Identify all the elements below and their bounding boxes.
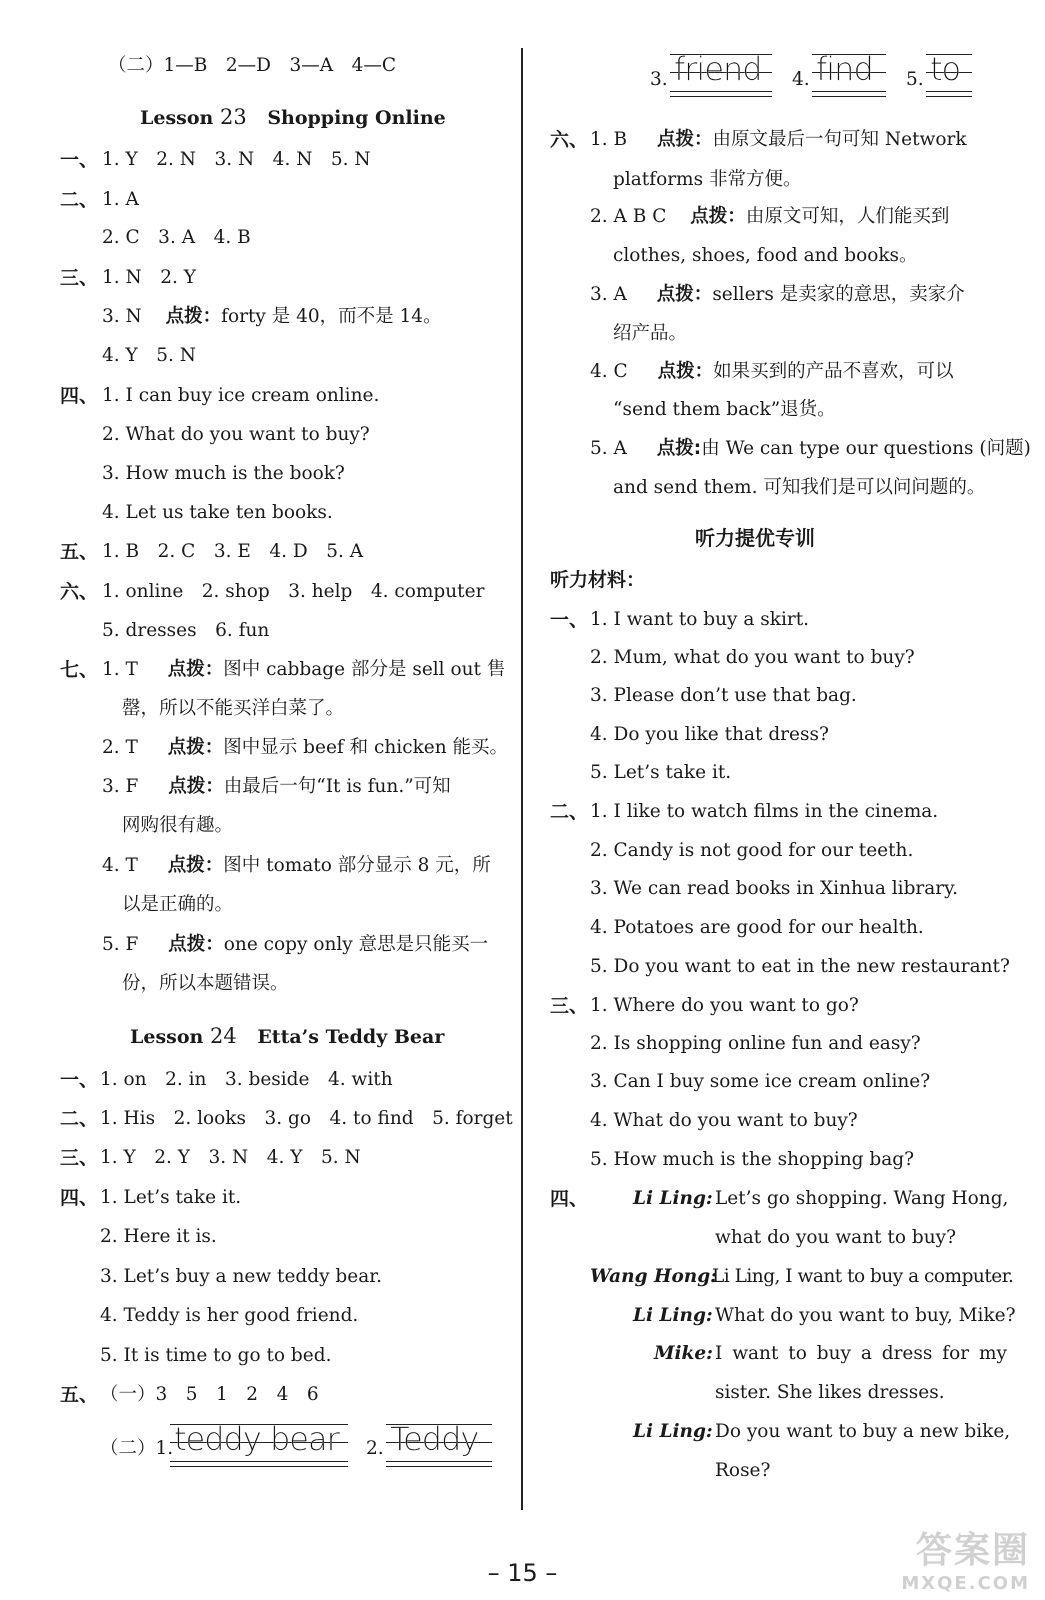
tip-text: 图中显示 beef 和 chicken 能买。 [223, 737, 509, 758]
answer-key: 5. A [590, 438, 627, 459]
lesson-number: 24 [209, 1024, 237, 1048]
tip-text: 由最后一句“It is fun.”可知 [223, 776, 451, 797]
writing-baseline [926, 96, 972, 97]
answer-line: 4. Let us take ten books. [102, 502, 333, 523]
answer-with-tip [590, 283, 965, 307]
answer-line: 3. Let’s buy a new teddy bear. [100, 1266, 382, 1287]
transcript-line: 5. How much is the shopping bag? [590, 1149, 915, 1170]
transcript-line: 2. Is shopping online fun and easy? [590, 1033, 921, 1054]
writing-baseline [170, 1466, 348, 1467]
transcript-line: 1. Where do you want to go? [590, 995, 859, 1016]
answer-key: 4. T [102, 855, 138, 876]
lesson-label: Lesson [140, 107, 214, 129]
watermark-text: 答案圈 [915, 1530, 1030, 1571]
transcript-line: 4. Potatoes are good for our health. [590, 917, 924, 938]
transcript-line: 1. I like to watch films in the cinema. [590, 801, 939, 822]
listening-heading: 听力提优专训 [695, 526, 815, 550]
handwriting-answer [926, 48, 972, 98]
answer-key: 2. T [102, 737, 138, 758]
answer-line: 1. Y 2. Y 3. N 4. Y 5. N [100, 1147, 361, 1168]
answer-line: 1. A [102, 189, 139, 210]
answer-line: 1. I can buy ice cream online. [102, 385, 380, 406]
answer-line: 1. online 2. shop 3. help 4. computer [102, 581, 485, 602]
page-number: – 15 – [487, 1559, 558, 1587]
handwriting-number: 4. [792, 69, 810, 90]
transcript-line: 3. We can read books in Xinhua library. [590, 878, 959, 899]
answer-line: 2. What do you want to buy? [102, 424, 370, 445]
answer-line: 1. B 2. C 3. E 4. D 5. A [102, 541, 364, 562]
dialogue-line: I want to buy a dress for my [715, 1343, 1007, 1364]
section-marker: 三、 [60, 1147, 99, 1169]
section-marker: 六、 [60, 581, 99, 603]
answer-line: 1. N 2. Y [102, 267, 196, 288]
section-marker: 一、 [550, 609, 589, 631]
section-marker: 二、 [60, 1108, 99, 1130]
section-marker: 四、 [60, 385, 99, 407]
writing-baseline [670, 96, 772, 97]
answer-with-tip [590, 205, 949, 229]
dialogue-line: What do you want to buy, Mike? [715, 1305, 1016, 1326]
answer-line: 1. His 2. looks 3. go 4. to find 5. forget [100, 1108, 513, 1129]
tip-text: 如果买到的产品不喜欢，可以 [713, 361, 954, 382]
tip-text: sellers 是卖家的意思，卖家介 [712, 284, 965, 305]
lesson-title: Etta’s Teddy Bear [257, 1026, 445, 1048]
dialogue-line: Do you want to buy a new bike, [715, 1421, 1011, 1442]
lesson-number: 23 [219, 105, 247, 129]
dialogue-speaker: Li Ling: [633, 1305, 713, 1326]
tip-continuation: platforms 非常方便。 [613, 169, 802, 190]
answer-line: 1. Y 2. N 3. N 4. N 5. N [102, 149, 371, 170]
tip-label: 点拨： [657, 129, 713, 150]
answer-with-tip [102, 305, 442, 329]
writing-baseline [812, 96, 886, 97]
answer-key: 3. A [590, 284, 627, 305]
section-marker: 三、 [550, 995, 589, 1017]
answer-key: 2. A B C [590, 206, 667, 227]
answer-with-tip [590, 437, 1031, 461]
answer-with-tip [102, 854, 491, 878]
handwriting-number: 3. [650, 69, 668, 90]
transcript-line: 1. I want to buy a skirt. [590, 609, 810, 630]
section-marker: 七、 [60, 659, 99, 681]
answer-with-tip [102, 736, 508, 760]
lesson-23-heading [140, 105, 446, 130]
tip-label: 点拨： [167, 855, 224, 876]
handwriting-answer [170, 1418, 348, 1468]
section-marker: 二、 [60, 189, 99, 211]
tip-text: 由原文可知，人们能买到 [745, 206, 950, 227]
dialogue-line: Let’s go shopping. Wang Hong, [715, 1188, 1009, 1209]
tip-continuation: 以是正确的。 [122, 894, 234, 915]
writing-baseline [386, 1466, 492, 1467]
answer-with-tip [590, 360, 954, 384]
handwriting-answer [386, 1418, 492, 1468]
tip-continuation: “send them back”退货。 [613, 399, 836, 420]
section-marker: 一、 [60, 149, 99, 171]
tip-label: 点拨： [167, 659, 224, 680]
listening-material-label: 听力材料： [550, 569, 646, 591]
tip-label: 点拨： [168, 934, 224, 955]
answer-with-tip [102, 658, 505, 682]
tip-text: 图中 cabbage 部分是 sell out 售 [223, 659, 506, 680]
transcript-line: 5. Do you want to eat in the new restaurant? [590, 956, 1010, 977]
lesson-title: Shopping Online [267, 107, 446, 129]
transcript-line: 2. Candy is not good for our teeth. [590, 840, 914, 861]
tip-text: forty 是 40，而不是 14。 [221, 306, 442, 327]
section-marker: 一、 [60, 1069, 99, 1091]
tip-continuation: 网购很有趣。 [122, 815, 234, 836]
tip-label: 点拨： [656, 284, 713, 305]
watermark-url: MXQE.COM [901, 1573, 1030, 1594]
answer-line: 5. It is time to go to bed. [100, 1345, 332, 1366]
lesson-24-heading [130, 1024, 444, 1049]
transcript-line: 3. Can I buy some ice cream online? [590, 1071, 931, 1092]
tip-label: 点拨： [657, 361, 714, 382]
dialogue-line: Li Ling, I want to buy a computer. [712, 1266, 1014, 1287]
answer-key: 5. F [102, 934, 139, 955]
section-marker: 四、 [550, 1188, 589, 1210]
tip-text: 由 We can type our questions (问题) [701, 438, 1031, 459]
tip-label: 点拨： [167, 737, 224, 758]
transcript-line: 5. Let’s take it. [590, 762, 732, 783]
answer-line: 2. C 3. A 4. B [102, 227, 251, 248]
dialogue-speaker: Li Ling: [633, 1188, 713, 1209]
tip-label: 点拨： [168, 776, 224, 797]
tip-text: one copy only 意思是只能买一 [223, 934, 489, 955]
tip-text: 图中 tomato 部分显示 8 元，所 [223, 855, 491, 876]
handwritten-word: friend [674, 50, 762, 88]
tip-continuation: and send them. 可知我们是可以问问题的。 [613, 477, 986, 498]
handwriting-answer [812, 48, 886, 98]
dialogue-line: sister. She likes dresses. [715, 1382, 945, 1403]
dialogue-speaker: Mike: [654, 1343, 713, 1364]
dialogue-line: what do you want to buy? [715, 1227, 957, 1248]
answer-line: 1. on 2. in 3. beside 4. with [100, 1069, 393, 1090]
tip-label: 点拨： [165, 306, 222, 327]
tip-text: 由原文最后一句可知 Network [712, 129, 967, 150]
answer-with-tip [102, 933, 488, 957]
answer-line: 2. Here it is. [100, 1226, 217, 1247]
answer-with-tip [102, 775, 451, 799]
section-marker: 五、 [60, 541, 99, 563]
answer-line: 4. Y 5. N [102, 345, 196, 366]
dialogue-line: Rose? [715, 1460, 771, 1481]
tip-continuation: clothes, shoes, food and books。 [613, 245, 918, 266]
section-marker: 四、 [60, 1187, 99, 1209]
section-marker: 二、 [550, 801, 589, 823]
answer-key: 1. T [102, 659, 138, 680]
answer-line: 3. How much is the book? [102, 463, 345, 484]
answer-key: 3. N [102, 306, 142, 327]
handwritten-word: to [930, 50, 961, 88]
answer-key: 3. F [102, 776, 139, 797]
watermark-logo [901, 1522, 1030, 1594]
answer-line: （一）3 5 1 2 4 6 [100, 1384, 319, 1405]
tip-continuation: 份，所以本题错误。 [122, 973, 289, 994]
handwritten-word: Teddy [390, 1420, 479, 1458]
column-divider [521, 48, 523, 1510]
lesson-label: Lesson [130, 1026, 204, 1048]
transcript-line: 2. Mum, what do you want to buy? [590, 647, 915, 668]
transcript-line: 4. What do you want to buy? [590, 1110, 858, 1131]
section-marker: 三、 [60, 267, 99, 289]
handwriting-prefix: （二）1. [100, 1438, 174, 1459]
dialogue-speaker: Li Ling: [633, 1421, 713, 1442]
tip-label: 点拨： [690, 206, 746, 227]
handwritten-word: find [816, 50, 873, 88]
section-marker: 五、 [60, 1384, 99, 1406]
answer-key: 4. C [590, 361, 628, 382]
transcript-line: 3. Please don’t use that bag. [590, 685, 857, 706]
dialogue-speaker: Wang Hong: [590, 1266, 718, 1287]
answer-line: （二）1—B 2—D 3—A 4—C [108, 55, 397, 76]
handwriting-number: 2. [366, 1438, 384, 1459]
answer-with-tip [590, 128, 967, 152]
answer-line: 5. dresses 6. fun [102, 620, 270, 641]
transcript-line: 4. Do you like that dress? [590, 724, 829, 745]
handwritten-word: teddy bear [174, 1420, 339, 1458]
tip-continuation: 绍产品。 [613, 323, 688, 344]
tip-label: 点拨: [656, 438, 702, 459]
handwriting-number: 5. [906, 69, 924, 90]
handwriting-answer [670, 48, 772, 98]
answer-key: 1. B [590, 129, 628, 150]
answer-line: 4. Teddy is her good friend. [100, 1305, 359, 1326]
answer-line: 1. Let’s take it. [100, 1187, 242, 1208]
tip-continuation: 罄，所以不能买洋白菜了。 [122, 698, 345, 719]
section-marker: 六、 [550, 129, 589, 151]
